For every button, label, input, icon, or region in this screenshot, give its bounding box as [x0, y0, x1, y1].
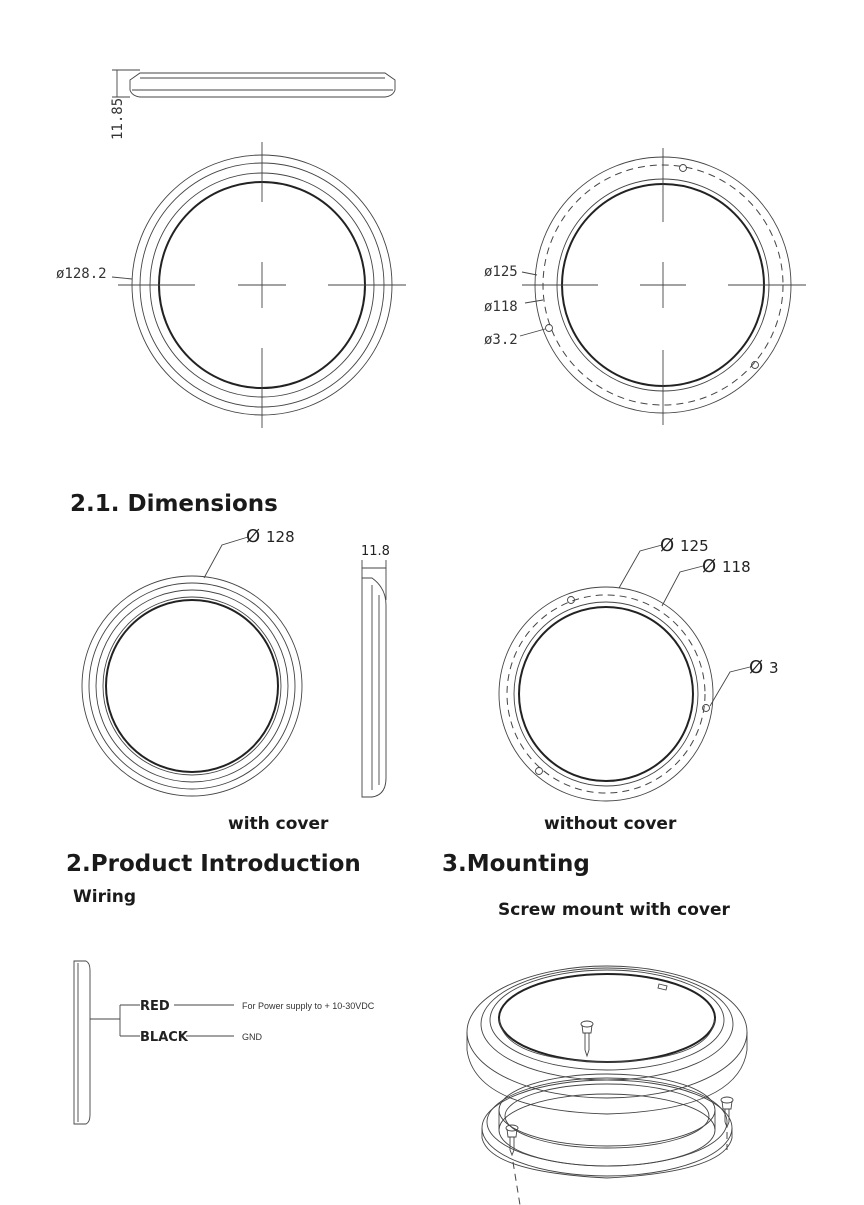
mounting-title: 3.Mounting — [442, 851, 590, 877]
mounting-exploded-illustration — [467, 966, 747, 1205]
black-wire-label: BLACK — [140, 1030, 188, 1045]
wiring-diagram — [74, 961, 375, 1124]
with-cover-diameter-symbol: Ø — [246, 526, 261, 547]
without-cover-125-label: 125 — [680, 537, 709, 555]
top-ring-front-view — [56, 142, 406, 428]
red-wire-note: For Power supply to + 10-30VDC — [242, 1001, 375, 1011]
without-cover-hole-label: 3 — [769, 659, 779, 677]
with-cover-diameter-label: 128 — [266, 528, 295, 546]
screw-center — [581, 1021, 593, 1056]
top-side-profile — [110, 70, 395, 140]
red-wire-label: RED — [140, 999, 170, 1014]
wiring-subtitle: Wiring — [73, 887, 137, 907]
top-base-front-view — [484, 148, 806, 425]
mounting-subtitle: Screw mount with cover — [498, 900, 730, 920]
without-cover-hole-symbol: Ø — [749, 657, 764, 678]
dimensions-title: 2.1. Dimensions — [70, 491, 278, 517]
without-cover-118-label: 118 — [722, 558, 751, 576]
top-hole-diameter-label: ø3.2 — [484, 332, 518, 348]
with-cover-side-profile — [361, 544, 390, 797]
product-intro-title: 2.Product Introduction — [66, 851, 361, 877]
black-wire-note: GND — [242, 1032, 262, 1042]
without-cover-118-symbol: Ø — [702, 556, 717, 577]
profile-height-dimension: 11.85 — [110, 97, 126, 140]
without-cover-caption: without cover — [544, 814, 677, 834]
top-outer-diameter-label: ø128.2 — [56, 266, 107, 282]
with-cover-ring — [82, 526, 302, 796]
without-cover-ring — [499, 535, 779, 801]
top-125-diameter-label: ø125 — [484, 264, 518, 280]
top-118-diameter-label: ø118 — [484, 299, 518, 315]
with-cover-thickness-label: 11.8 — [361, 544, 390, 559]
without-cover-125-symbol: Ø — [660, 535, 675, 556]
with-cover-caption: with cover — [228, 814, 329, 834]
